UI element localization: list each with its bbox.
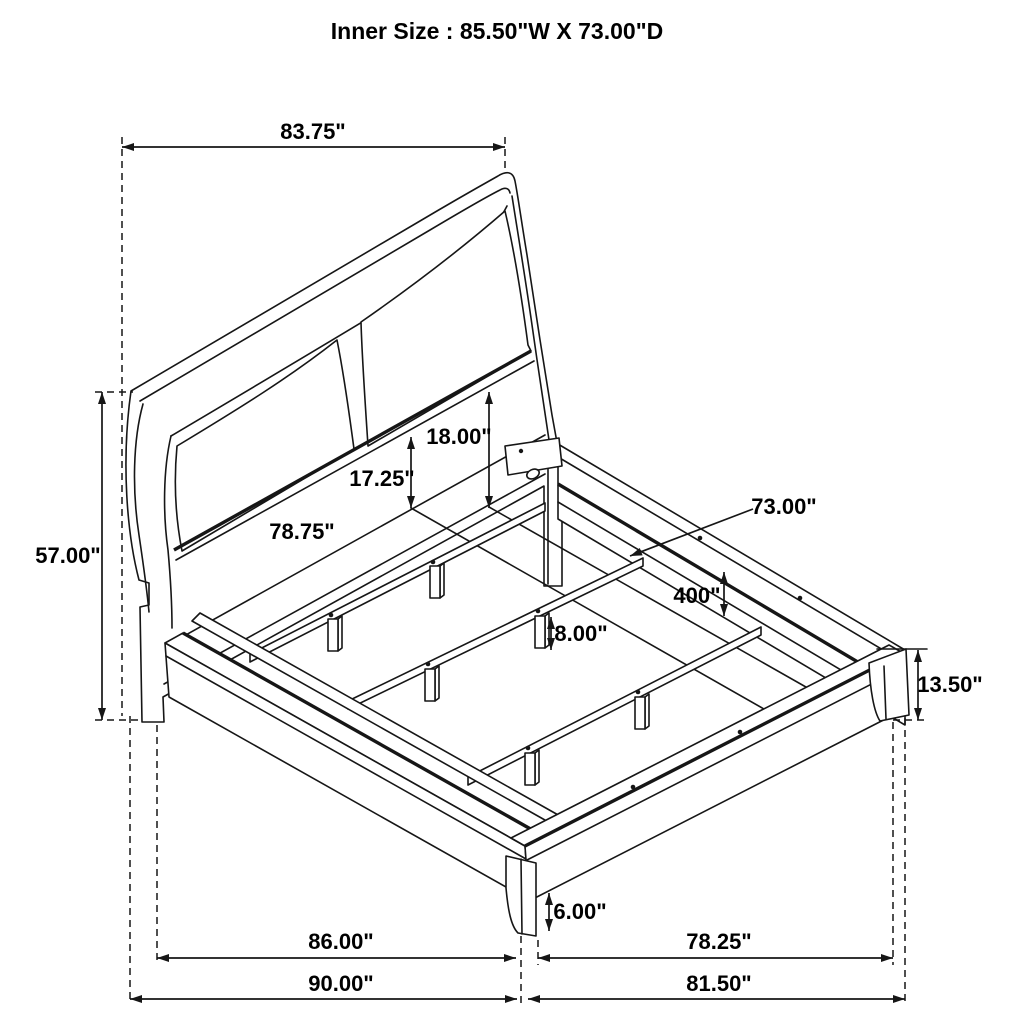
dim-label-inner-depth: 73.00" bbox=[751, 494, 817, 519]
dim-label-rail-gap: 17.25" bbox=[349, 466, 415, 491]
dim-front-leg-height bbox=[545, 893, 607, 931]
dim-label-front-leg-height: 6.00" bbox=[553, 899, 607, 924]
dim-label-side-rail-height: 13.50" bbox=[917, 672, 983, 697]
near-rail-top-face bbox=[165, 633, 543, 846]
dim-inner-depth-side bbox=[538, 929, 893, 962]
dim-label-headboard-width: 83.75" bbox=[280, 119, 346, 144]
page-title: Inner Size : 85.50"W X 73.00"D bbox=[330, 18, 664, 44]
slat-leg bbox=[535, 616, 545, 648]
dim-overall-depth bbox=[528, 971, 905, 1003]
slat-leg bbox=[425, 669, 435, 701]
dim-label-headboard-height: 57.00" bbox=[35, 543, 101, 568]
near-side-rail bbox=[165, 613, 560, 900]
slat-leg bbox=[328, 619, 338, 651]
foot-rail-front-face bbox=[525, 653, 907, 901]
slat-leg bbox=[430, 566, 440, 598]
dim-label-inner-depth-side: 78.25" bbox=[686, 929, 752, 954]
dim-overall-width bbox=[130, 971, 517, 1003]
dim-inner-width-front bbox=[157, 929, 516, 962]
dim-label-overall-depth: 81.50" bbox=[686, 971, 752, 996]
footboard-rail bbox=[506, 645, 909, 936]
dim-label-headboard-inner-width: 78.75" bbox=[269, 519, 335, 544]
dim-slat-leg-height bbox=[547, 617, 608, 650]
slat-leg bbox=[525, 753, 535, 785]
dim-label-slat-leg-height: 8.00" bbox=[554, 621, 608, 646]
dim-label-overall-width: 90.00" bbox=[308, 971, 374, 996]
slat-leg bbox=[635, 697, 645, 729]
dim-label-inner-width-front: 86.00" bbox=[308, 929, 374, 954]
dim-label-slat-ledge: 400" bbox=[673, 583, 721, 608]
foot-rail-top-face bbox=[511, 645, 903, 846]
dim-label-panel-height: 18.00" bbox=[426, 424, 492, 449]
